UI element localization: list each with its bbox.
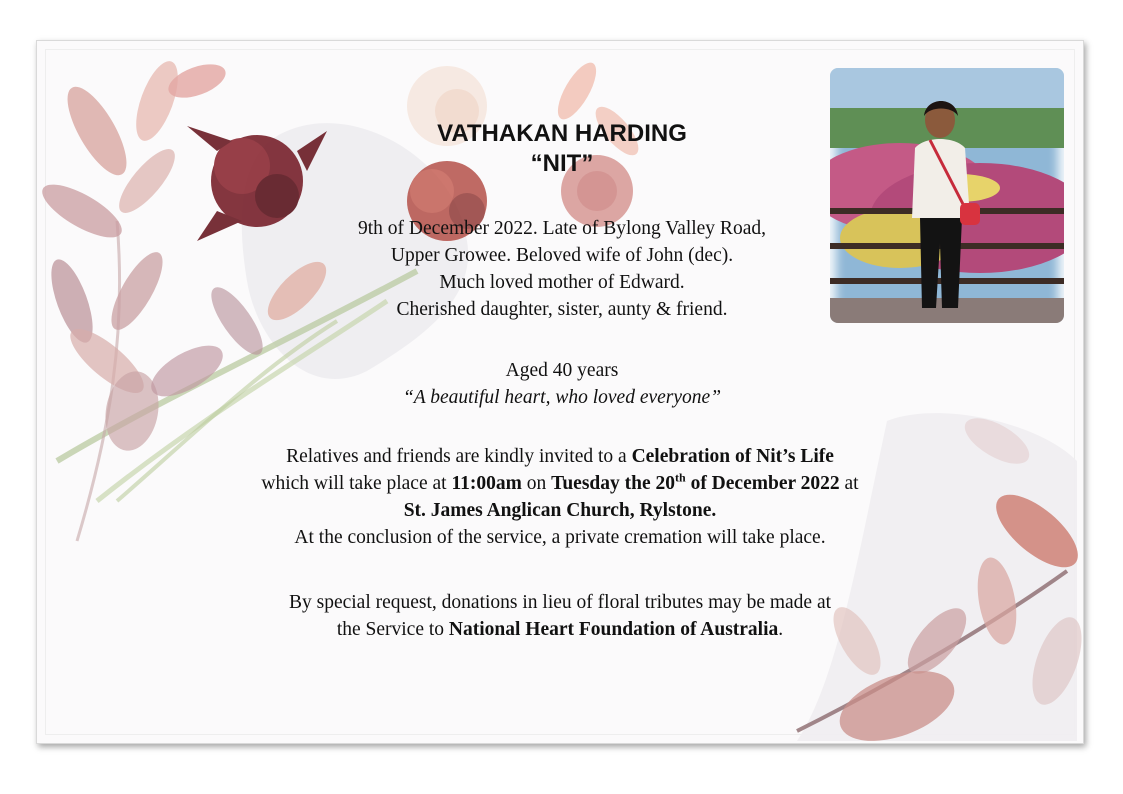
donation-line-1: By special request, donations in lieu of floral tributes may be made at	[288, 592, 832, 613]
venue-name: St. James Anglican Church, Rylstone.	[403, 500, 717, 521]
date-ordinal-suffix: th	[675, 470, 686, 485]
funeral-notice-card	[36, 40, 1084, 744]
donation-prefix: the Service to	[336, 619, 449, 640]
charity-name: National Heart Foundation of Australia	[448, 619, 779, 640]
full-name: VATHAKAN HARDING	[437, 120, 687, 147]
donation-paragraph	[37, 589, 1083, 643]
service-time: 11:00am	[451, 473, 522, 494]
epitaph-quote: “A beautiful heart, who loved everyone”	[402, 387, 722, 408]
donation-period: .	[778, 619, 784, 640]
service-line-2	[37, 470, 1083, 497]
intro-line: Upper Growee. Beloved wife of John (dec).	[390, 245, 734, 266]
donation-line-2	[37, 616, 1083, 643]
age-text: Aged 40 years	[505, 360, 619, 381]
nickname: “NIT”	[530, 150, 594, 177]
service-date-day: Tuesday the 20	[551, 473, 676, 494]
age-section	[257, 357, 867, 411]
intro-line: 9th of December 2022. Late of Bylong Valley Road,	[358, 218, 766, 239]
deceased-name-heading	[327, 119, 797, 179]
service-line-1	[37, 443, 1083, 470]
service-venue	[37, 497, 1083, 524]
service-date-month-year: of December 2022	[685, 473, 840, 494]
service-at-text: at	[839, 473, 859, 494]
service-details	[37, 443, 1083, 551]
intro-line: Cherished daughter, sister, aunty & friend.	[396, 299, 728, 320]
service-invite-text: Relatives and friends are kindly invited to a	[286, 446, 632, 467]
cremation-note: At the conclusion of the service, a private cremation will take place.	[294, 527, 826, 548]
intro-paragraph	[257, 215, 867, 323]
intro-line: Much loved mother of Edward.	[439, 272, 685, 293]
service-date	[551, 470, 840, 494]
service-when-text: which will take place at	[261, 473, 452, 494]
celebration-title: Celebration of Nit’s Life	[631, 446, 834, 467]
service-on-text: on	[521, 473, 552, 494]
